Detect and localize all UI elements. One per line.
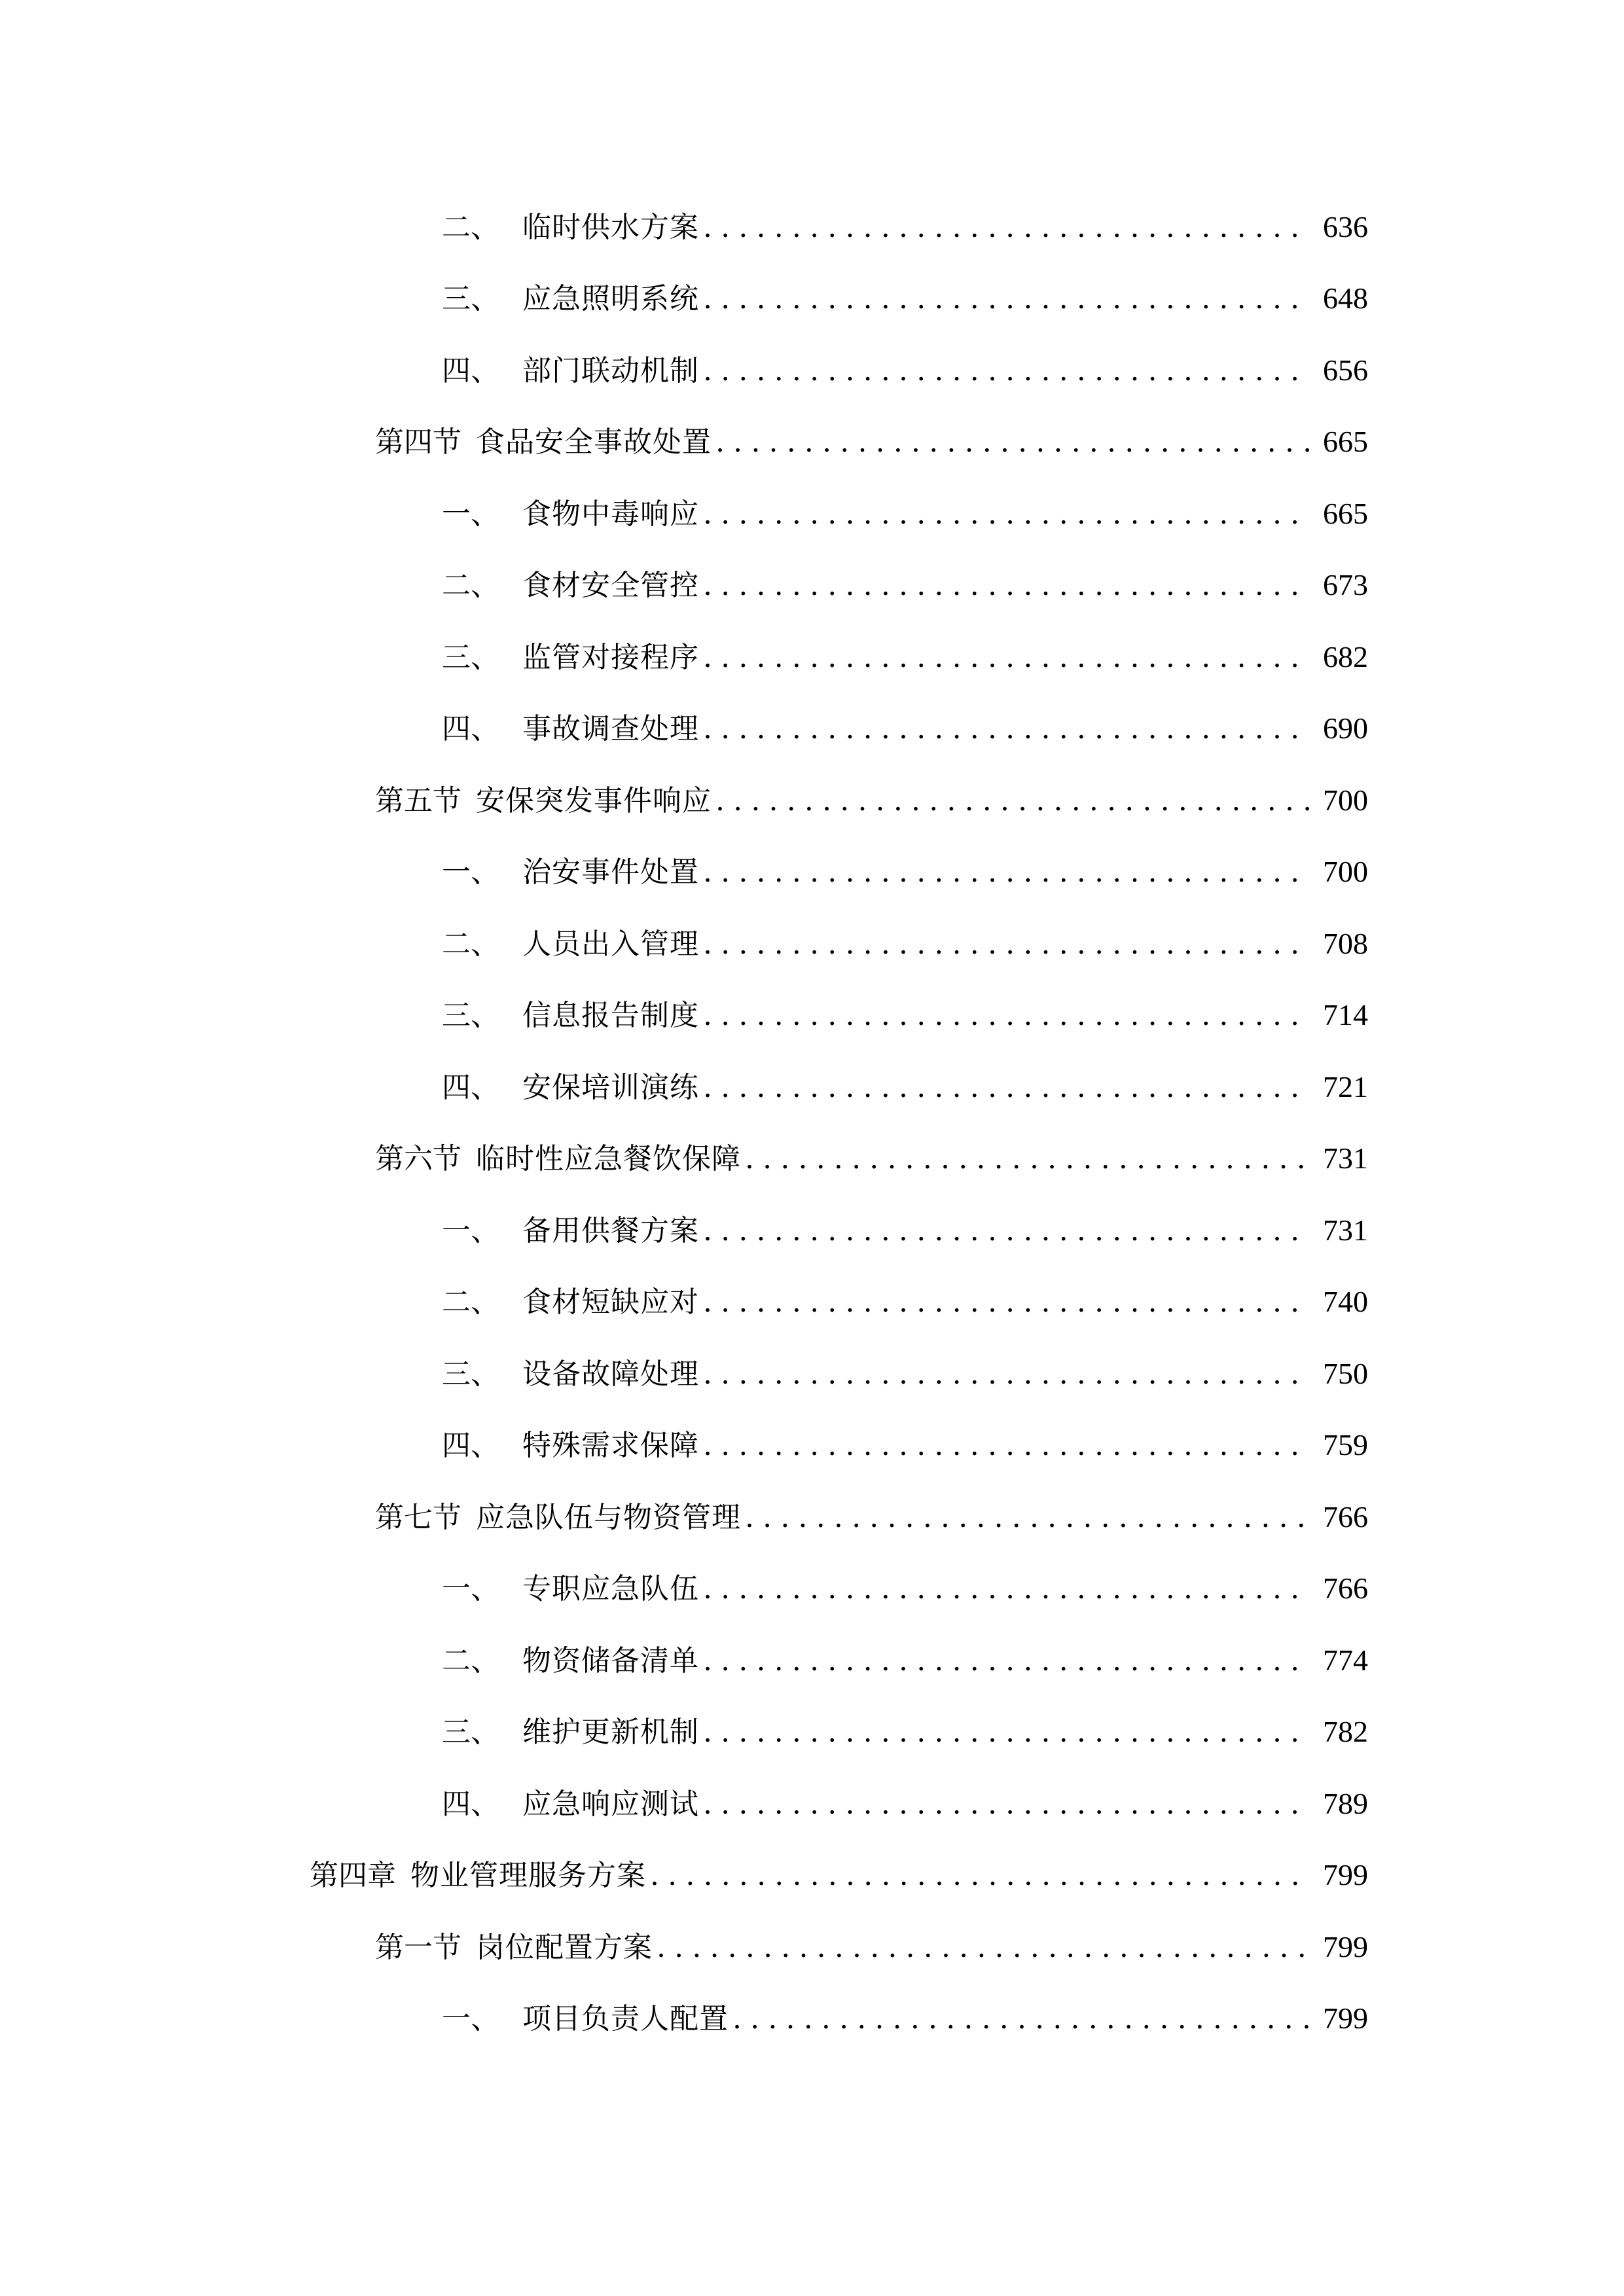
toc-entry[interactable] [442,1354,1368,1393]
toc-entry-page: 799 [1323,1930,1368,1964]
toc-entry-page: 690 [1323,711,1368,745]
dot-leader [703,495,1310,534]
toc-entry[interactable] [442,1426,1368,1465]
dot-leader [703,1570,1310,1609]
toc-entry-title: 应急队伍与物资管理 [476,1501,741,1534]
toc-entry-page: 714 [1323,998,1368,1031]
toc-entry-title: 物业管理服务方案 [410,1859,646,1892]
toc-entry[interactable] [442,565,1368,605]
toc-entry-title: 维护更新机制 [522,1715,699,1749]
toc-entry[interactable] [442,1211,1368,1250]
toc-entry-number: 二、 [442,569,499,602]
toc-entry[interactable] [442,852,1368,891]
dot-leader [703,853,1310,892]
toc-entry-title: 设备故障处理 [522,1357,699,1391]
dot-leader [703,925,1310,964]
toc-entry-number: 三、 [442,282,499,315]
toc-entry-number: 一、 [442,2002,499,2036]
toc-entry-page: 782 [1323,1715,1368,1748]
toc-entry-title: 特殊需求保障 [522,1429,699,1462]
toc-entry[interactable] [442,494,1368,533]
toc-entry-number: 二、 [442,1644,499,1677]
toc-entry[interactable] [442,637,1368,677]
dot-leader [732,2000,1310,2039]
toc-entry-page: 682 [1323,640,1368,673]
toc-entry-page: 740 [1323,1285,1368,1318]
toc-entry-number: 第四章 [310,1859,396,1892]
toc-entry-title: 临时性应急餐饮保障 [476,1142,741,1175]
dot-leader [703,1211,1310,1251]
toc-entry-title: 项目负责人配置 [522,2002,729,2036]
dot-leader [703,1785,1310,1824]
toc-entry-title: 应急响应测试 [522,1787,699,1821]
toc-entry-page: 673 [1323,568,1368,601]
toc-entry[interactable] [442,1641,1368,1680]
dot-leader [657,1928,1310,1967]
dot-leader [703,1641,1310,1681]
toc-entry[interactable] [442,1282,1368,1321]
toc-entry[interactable] [375,1928,1368,1967]
dot-leader [650,1856,1310,1895]
toc-entry-number: 二、 [442,927,499,961]
toc-entry-number: 三、 [442,641,499,674]
toc-entry-number: 第四节 [375,425,461,459]
toc-entry-number: 一、 [442,855,499,889]
toc-entry-number: 四、 [442,354,499,387]
toc-entry-title: 岗位配置方案 [476,1931,653,1964]
toc-entry-number: 二、 [442,1285,499,1319]
toc-entry-title: 物资储备清单 [522,1644,699,1677]
toc-entry[interactable] [442,279,1368,318]
toc-entry-title: 食物中毒响应 [522,497,699,531]
toc-entry[interactable] [375,422,1368,461]
toc-entry-page: 700 [1323,783,1368,817]
toc-entry[interactable] [442,996,1368,1035]
dot-leader [745,1139,1310,1179]
toc-entry[interactable] [442,709,1368,748]
dot-leader [703,351,1310,391]
dot-leader [703,1713,1310,1752]
dot-leader [715,423,1310,462]
toc-entry-number: 三、 [442,999,499,1032]
toc-entry-number: 四、 [442,1071,499,1104]
toc-entry-title: 食材短缺应对 [522,1285,699,1319]
toc-entry[interactable] [442,1784,1368,1823]
toc-entry-title: 事故调查处理 [522,712,699,745]
dot-leader [703,208,1310,247]
toc-entry-number: 四、 [442,1787,499,1821]
toc-entry-page: 789 [1323,1787,1368,1820]
dot-leader [703,566,1310,605]
dot-leader [703,996,1310,1035]
toc-entry-number: 一、 [442,1572,499,1605]
toc-entry[interactable] [310,1856,1368,1895]
toc-entry-title: 人员出入管理 [522,927,699,961]
toc-entry-page: 799 [1323,2001,1368,2035]
toc-entry[interactable] [442,351,1368,390]
toc-entry-title: 临时供水方案 [522,211,699,244]
toc-entry-page: 665 [1323,497,1368,530]
toc-entry-title: 专职应急队伍 [522,1572,699,1605]
dot-leader [715,781,1310,821]
toc-entry-page: 648 [1323,281,1368,315]
dot-leader [703,1355,1310,1394]
dot-leader [703,1068,1310,1107]
dot-leader [703,638,1310,677]
toc-entry-page: 759 [1323,1428,1368,1462]
toc-entry[interactable] [375,1498,1368,1537]
dot-leader [745,1498,1310,1537]
dot-leader [703,709,1310,749]
toc-entry-number: 三、 [442,1715,499,1749]
toc-entry-title: 食品安全事故处置 [476,425,712,459]
toc-entry-page: 774 [1323,1643,1368,1677]
toc-entry-page: 766 [1323,1571,1368,1605]
toc-entry-page: 665 [1323,425,1368,458]
toc-entry[interactable] [442,207,1368,247]
toc-entry-number: 三、 [442,1357,499,1391]
toc-entry-title: 安保培训演练 [522,1071,699,1104]
toc-entry-page: 799 [1323,1858,1368,1892]
toc-entry-number: 第五节 [375,784,461,817]
toc-entry-title: 食材安全管控 [522,569,699,602]
toc-entry-number: 第一节 [375,1931,461,1964]
toc-entry-page: 708 [1323,927,1368,960]
toc-entry-page: 721 [1323,1070,1368,1103]
toc-entry-number: 一、 [442,497,499,531]
toc-entry-number: 二、 [442,211,499,244]
toc-entry-page: 636 [1323,210,1368,243]
toc-entry-title: 备用供餐方案 [522,1214,699,1247]
toc-entry-page: 731 [1323,1141,1368,1175]
toc-entry-page: 766 [1323,1500,1368,1534]
toc-entry-page: 656 [1323,353,1368,387]
toc-entry[interactable] [442,1569,1368,1608]
toc-entry-title: 监管对接程序 [522,641,699,674]
toc-entry-page: 700 [1323,855,1368,888]
toc-entry[interactable] [442,1712,1368,1751]
toc-entry-number: 第六节 [375,1142,461,1175]
dot-leader [703,1426,1310,1465]
toc-entry-number: 第七节 [375,1501,461,1534]
toc-entry[interactable] [442,1999,1368,2038]
toc-entry-number: 一、 [442,1214,499,1247]
toc-entry-title: 治安事件处置 [522,855,699,889]
toc-entry-page: 750 [1323,1357,1368,1390]
toc-entry-title: 部门联动机制 [522,354,699,387]
toc-entry-number: 四、 [442,712,499,745]
toc-entry-title: 信息报告制度 [522,999,699,1032]
toc-entry-page: 731 [1323,1213,1368,1247]
toc-entry-title: 应急照明系统 [522,282,699,315]
dot-leader [703,1283,1310,1322]
dot-leader [703,279,1310,319]
toc-entry-title: 安保突发事件响应 [476,784,712,817]
toc-entry[interactable] [375,1139,1368,1178]
toc-entry[interactable] [375,781,1368,820]
toc-entry[interactable] [442,1067,1368,1107]
toc-entry-number: 四、 [442,1429,499,1462]
toc-entry[interactable] [442,924,1368,963]
